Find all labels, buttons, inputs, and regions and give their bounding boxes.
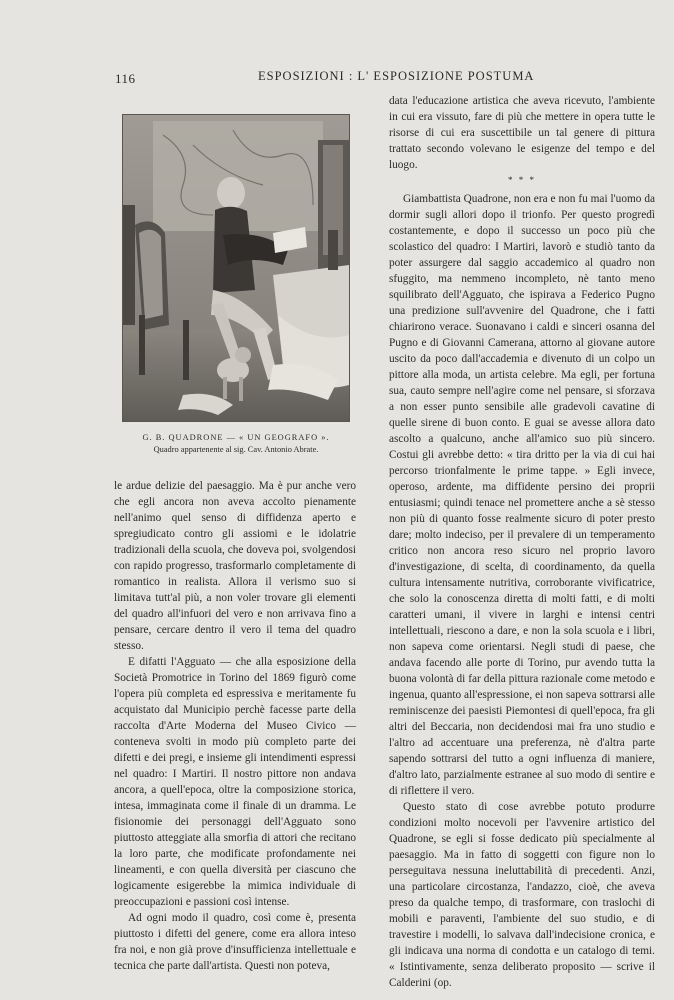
paragraph: Questo stato di cose avrebbe potuto produrre condizioni molto nocevoli per l'avvenire artistico del Quadrone, se egli si fosse dedicato più specialmente al paesaggio. Ma in fatto di soggetti con figure non lo perseguitava nessuna ineluttabilità di precedenti. Anzi, una particolare circostanza, l'andazzo, cioè, che aveva preso da qualche tempo, di trasformare, con traslochi di mobili e paraventi, l'ambiente del suo studio, e di travestire i modelli, lo salvava dall'indecisione cronica, e gli indicava una norma di condotta e un catalogo di temi. « Istintivamente, senza deliberato proposito — scrive il Calderini (op.	[389, 801, 655, 989]
painting-illustration	[122, 114, 350, 422]
section-separator: * * *	[508, 175, 536, 185]
figure-caption	[112, 432, 360, 456]
left-column-text	[114, 478, 356, 974]
right-column-text	[389, 93, 655, 991]
running-title: ESPOSIZIONI : L' ESPOSIZIONE POSTUMA	[258, 69, 535, 83]
paragraph: le ardue delizie del paesaggio. Ma è pur anche vero che egli ancora non aveva accolto pienamente nell'animo quel senso di diffidenza aperto e spregiudicato contro gli assiomi e le idolatrie tradizionali della scuola, che doveva poi, svolgendosi con rapido progresso, trasformarlo completamente di romantico in realista. Allora il verismo suo si limitava tutt'al più, a non voler trovare gli elementi del quadro all'infuori del vero e non arrivava fino a pensare, cercare dentro il vero il tema del quadro stesso.	[114, 480, 356, 652]
paragraph: Ad ogni modo il quadro, così come è, presenta piuttosto i difetti del genere, come era allora inteso fra noi, e non già prove d'insufficienza intellettuale e tecnica che parte dall'artista. Questi non poteva,	[114, 912, 356, 972]
paragraph: Giambattista Quadrone, non era e non fu mai l'uomo da dormir sugli allori dopo il trionfo. Per questo progredì costantemente, e dopo il successo un poco più che scolastico del quadro: I Martiri, lavorò e studiò tanto da poter assurgere dal saggio accademico al quadro non sfuggito, ma nemmeno incompleto, nè tanto meno squilibrato dell'Agguato, che ispirava a Federico Pugno una predizione sull'avvenire del Quadrone, che i fatti chiarirono verace. Suonavano i caldi e sinceri osanna del Pugno e di Giovanni Camerana, attorno al giovane autore uscito da poco dall'accademia e divenuto di un colpo un pittore alla moda, un artista celebre. Ma egli, per fortuna sua, cauto sempre nell'agire come nel pensare, si sforzava a non esser punto sensibile alle gradevoli cavatine di quelle sirene di buon conto. E guai se avesse allora dato ascolto a qualcuno, anche all'amico suo più sincero. Costui gli avrebbe detto: « tira dritto per la via di cui hai percorso trionfalmente le prime tappe. » Egli invece, operoso, ardente, ma diffidente persino dei proprii entusiasmi; quindi tenace nel promettere anche a sè stesso non più di quanto fosse realmente sicuro di poter presto dare; molto indeciso, per il prevalere di un temperamento critico non ancora reso sicuro nel proprio lavoro d'investigazione, di scelta, di coordinamento, da quella cultura intensamente nutritiva, corroborante vivificatrice, che solo la conoscenza diretta di molti fatti, e di molti caratteri umani, il vivere in larghi e intensi centri intellettuali, riescono a dare, e non la sola scuola e i libri, non sapeva come orientarsi. Negli studi di paese, che andava facendo alle porte di Torino, pur avendo tutta la buona volontà di far della pittura razionale come metodo e ingenua, quanto all'espressione, ei non sapeva sottrarsi alle reminiscenze dei paesisti Piemontesi di quell'epoca, fra gli altri del Beccaria, non decidendosi mai fra uno studio e l'altro ad accentuare una preferenza, nè d'altra parte sapendo sottrarsi del tutto a ogni influenza di maniere, d'altro lato, parzialmente estranee al suo modo di sentire e di riflettere il vero.	[389, 193, 655, 797]
caption-title: G. B. QUADRONE — « UN GEOGRAFO ».	[142, 433, 330, 442]
paragraph: E difatti l'Agguato — che alla esposizione della Società Promotrice in Torino del 1869 figurò come l'opera più completa ed espressiva e meritamente fu acquistato dal Municipio perchè facesse parte della raccolta d'Arte Moderna del Museo Civico — conteneva svolti in modo più completo parte dei difetti e dei pregi, e insieme gli intendimenti espressi nel quadro: I Martiri. Il nostro pittore non andava ancora, a quell'epoca, oltre la composizione storica, intesa, immaginata come il finale di un dramma. Le fisionomie dei personaggi dell'Agguato sono piuttosto atteggiate alla smorfia di attori che recitano la loro parte, che modificate profondamente nei lineamenti, e con quella diversità per ciascuno che logicamente esigerebbe la mimica individuale di preoccupazioni e passioni così intense.	[114, 656, 356, 908]
page-number: 116	[115, 71, 136, 86]
geographer-painting-image	[123, 115, 349, 421]
caption-owner: Quadro appartenente al sig. Cav. Antonio Abrate.	[153, 445, 319, 454]
paragraph: data l'educazione artistica che aveva ricevuto, l'ambiente in cui era vissuto, fare di più che mettere in opera tutte le risorse di cui era suscettibile un tal genere di pittura trattato secondo volevano le esigenze del tempo e del luogo.	[389, 95, 655, 171]
